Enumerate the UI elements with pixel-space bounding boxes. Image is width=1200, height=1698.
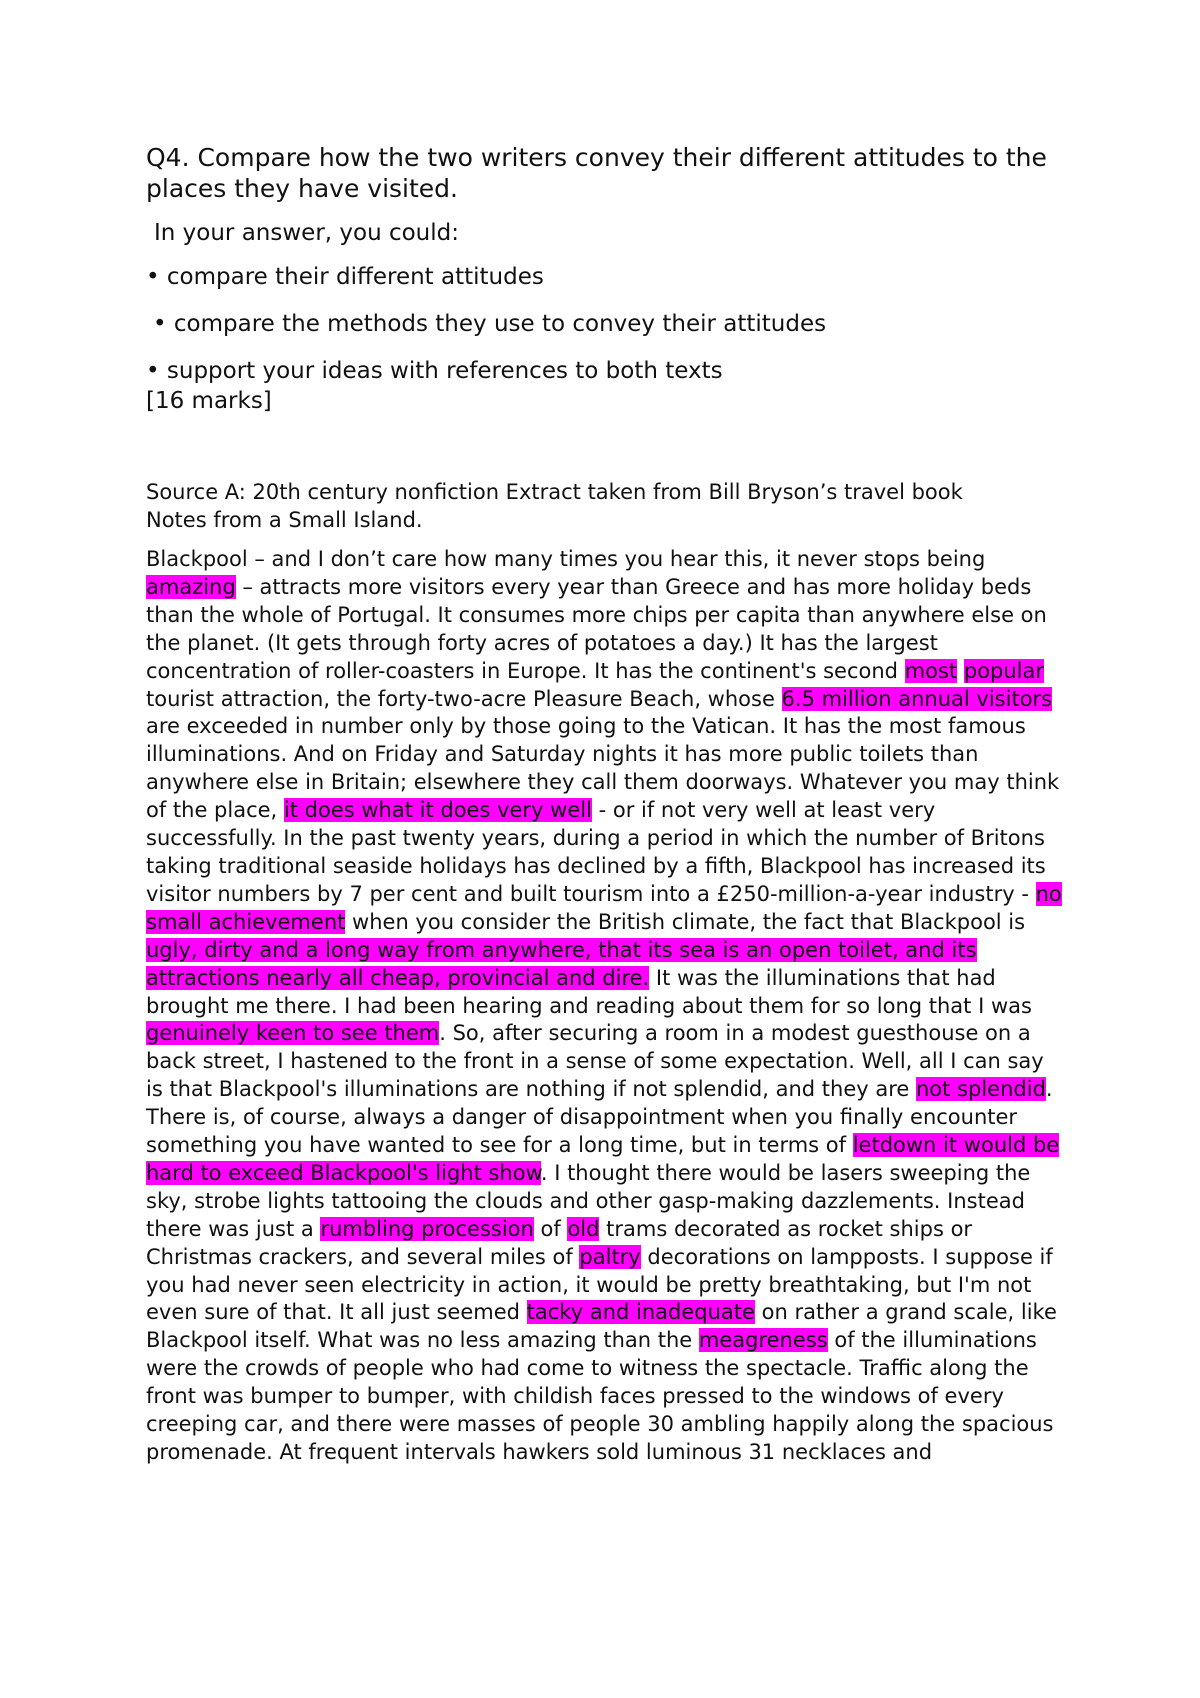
- highlighted-text: not splendid: [916, 1077, 1046, 1102]
- passage-text: - or if not very well at least very successfully. In the past twenty years, during a period in which the number of Britons taking traditional seaside holidays has declined by a fifth, Blackpool has increased its visitor numbers by 7 per cent and built tourism into a £250-million-a-year industry -: [146, 798, 1046, 906]
- passage-text: are exceeded in number only by those going to the Vatican. It has the most famous illuminations. And on Friday and Saturday nights it has more public toilets than anywhere else in Britain; elsewhere they call them doorways. Whatever you may think of the place,: [146, 714, 1060, 823]
- question-intro: In your answer, you could:: [154, 220, 459, 246]
- highlighted-text: no small achievement: [146, 881, 1062, 934]
- passage-text: when you consider the British climate, the fact that Blackpool is: [345, 909, 1026, 934]
- highlighted-text: old: [567, 1216, 600, 1241]
- passage-text: Blackpool – and I don’t care how many times you hear this, it never stops being: [146, 547, 986, 571]
- source-passage: [146, 546, 1066, 1467]
- passage-text: – attracts more visitors every year than Greece and has more holiday beds than the whole of Portugal. It consumes more chips per capita than anywhere else on the planet. (It gets through forty acres of potatoes a day.) It has the largest concentration of roller-coasters in Europe. It has the continent's second: [146, 574, 1047, 683]
- highlighted-text: most: [904, 658, 958, 683]
- passage-text: . So, after securing a room in a modest guesthouse on a back street, I hastened to the front in a sense of some expectation. Well, all I can say is that Blackpool's illuminations are nothing if not splendid, and they are: [146, 1021, 1044, 1102]
- passage-text: on rather a grand scale, like Blackpool itself. What was no less amazing than the: [146, 1300, 1057, 1353]
- passage-text: decorations on lampposts. I suppose if you had never seen electricity in action, it would be pretty breathtaking, but I'm not even sure of that. It all just seemed: [146, 1244, 1053, 1325]
- bullet-item: • compare the methods they use to convey their attitudes: [153, 311, 827, 337]
- passage-text: . I thought there would be lasers sweeping the sky, strobe lights tattooing the clouds and other gasp-making dazzlements. Instead there was just a: [146, 1160, 1031, 1241]
- passage-text: tourist attraction, the forty-two-acre Pleasure Beach, whose: [146, 686, 782, 711]
- document-page: [146, 142, 1066, 1467]
- bullet-item: • support your ideas with references to both texts: [146, 358, 723, 384]
- source-heading-line: Source A: 20th century nonfiction Extract taken from Bill Bryson’s travel book: [146, 480, 963, 504]
- highlighted-text: amazing: [146, 574, 236, 599]
- question-title: Q4. Compare how the two writers convey their different attitudes to the places they have visited.: [146, 143, 1047, 203]
- highlighted-text: rumbling procession: [320, 1216, 534, 1241]
- passage-text: trams decorated as rocket ships or Christmas crackers, and several miles of: [146, 1216, 973, 1269]
- highlighted-text: letdown it would be hard to exceed Blackpool's light show: [146, 1133, 1060, 1185]
- passage-text: . There is, of course, always a danger of disappointment when you finally encounter something you have wanted to see for a long time, but in terms of: [146, 1077, 1053, 1158]
- highlighted-text: genuinely keen to see them: [146, 1021, 440, 1046]
- highlighted-text: tacky and inadequate: [526, 1300, 755, 1325]
- passage-text: [957, 659, 964, 683]
- source-heading-line: Notes from a Small Island.: [146, 508, 423, 532]
- highlighted-text: meagreness: [698, 1328, 828, 1353]
- bullet-item: • compare their different attitudes: [146, 264, 544, 290]
- passage-text: It was the illuminations that had brought me there. I had been hearing and reading about them for so long that I was: [146, 965, 1032, 1018]
- passage-text: of: [533, 1216, 568, 1241]
- source-heading: [146, 478, 1066, 534]
- marks-label: [16 marks]: [146, 388, 272, 414]
- highlighted-text: paltry: [579, 1244, 641, 1269]
- highlighted-text: it does what it does very well: [283, 798, 592, 823]
- passage-text: of the illuminations were the crowds of people who had come to witness the spectacle. Traffic along the front was bumper to bumper, with childish faces pressed to the windows of every creeping car, and there were masses of people 30 ambling happily along the spacious promenade. At frequent intervals hawkers sold luminous 31 necklaces and: [146, 1328, 1054, 1464]
- highlighted-text: ugly, dirty and a long way from anywhere, that its sea is an open toilet, and its attractions nearly all cheap, provincial and dire.: [146, 937, 977, 990]
- highlighted-text: 6.5 million annual visitors: [781, 686, 1053, 711]
- highlighted-text: popular: [963, 658, 1045, 683]
